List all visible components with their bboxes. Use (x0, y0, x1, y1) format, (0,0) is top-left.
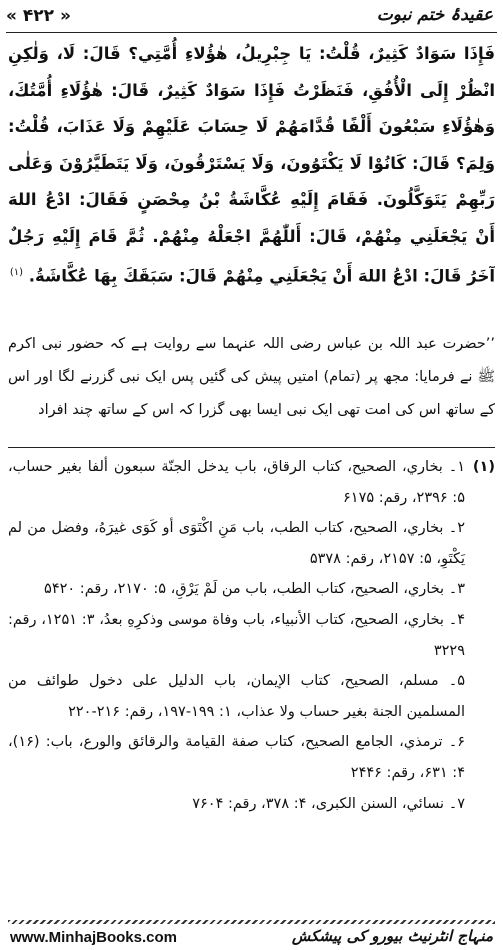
footnote-text: ۵۔ مسلم، الصحيح، كتاب الإيمان، باب الدليل على دخول طوائف من المسلمين الجنة بغير حساب ولا عذاب، ۱: ۱۹۹-۱۹۷، رقم: ۲۱۶-۲۲۰ (8, 673, 465, 720)
footer-ornament-border (8, 920, 495, 924)
footnotes-section (8, 452, 495, 917)
footnote-number (465, 727, 495, 788)
header-divider (6, 32, 497, 33)
footnote-number (465, 574, 495, 605)
page-number: « ۴۲۲ » (6, 6, 71, 26)
running-title: عقیدۂ ختم نبوت (376, 5, 493, 25)
footnote-text: ۷۔ نسائي، السنن الكبرى، ۴: ۳۷۸، رقم: ۷۶۰۴ (192, 795, 465, 812)
footnote-entry (8, 574, 495, 605)
footnote-number (465, 605, 495, 666)
footnote-text: ۳۔ بخاري، الصحيح، كتاب الطب، باب من لَمْ يَرْقِ، ۵: ۲۱۷۰، رقم: ۵۴۲۰ (44, 581, 465, 598)
footnote-entry (8, 605, 495, 666)
arabic-hadith-body: فَإِذَا سَوَادٌ كَثِيرٌ، قُلْتُ: يَا جِبْرِيلُ، هٰؤُلاءِ أُمَّتِي؟ قَالَ: لَا، وَلٰكِنِ انْظُرْ إِلَى الْأُفُقِ، فَنَظَرْتُ فَإِذَا سَوَادٌ كَثِيرٌ، قَالَ: هٰؤُلَاءِ أُمَّتُكَ، وَهٰؤُلَاءِ سَبْعُونَ أَلْفًا قُدَّامَهُمْ لَا حِسَابَ عَلَيْهِمْ وَلَا عَذَابَ، قُلْتُ: وَلِمَ؟ قَالَ: كَانُوْا لَا يَكْتَوُونَ، وَلَا يَسْتَرْقُونَ، وَلَا يَتَطَيَّرُوْنَ وَعَلٰى رَبِّهِمْ يَتَوَكَّلُونَ. فَقَامَ إِلَيْهِ عُكَّاشَةُ بْنُ مِحْصَنٍ فَقَالَ: ادْعُ اللهَ أَنْ يَجْعَلَنِي مِنْهُمْ، قَالَ: أَللّٰهُمَّ اجْعَلْهُ مِنْهُمْ. ثُمَّ قَامَ إِلَيْهِ رَجُلٌ آخَرُ قَالَ: ادْعُ اللهَ أَنْ يَجْعَلَنِي مِنْهُمْ قَالَ: سَبَقَكَ بِهَا عُكَّاشَةُ. (8, 44, 495, 286)
footnote-entry (8, 789, 495, 820)
footnote-number (465, 666, 495, 727)
publisher-credit: منہاج انٹرنیٹ بیورو کی پیشکش (291, 927, 493, 945)
urdu-translation: ’’حضرت عبد اللہ بن عباس رضی اللہ عنہما سے روایت ہے کہ حضور نبی اکرم ﷺ نے فرمایا: مجھ پر (تمام) امتیں پیش کی گئیں پس ایک نبی گزرنے لگا اور اس کے ساتھ اس کی امت تھی ایک نبی ایسا بھی گزرا کہ اس کے ساتھ چند افراد (8, 336, 495, 418)
footnote-number (465, 789, 495, 820)
footnote-text: ۱۔ بخاري، الصحيح، كتاب الرقاق، باب يدخل الجنّة سبعون ألفا بغير حساب، ۵: ۲۳۹۶، رقم: ۶۱۷۵ (8, 459, 465, 506)
page-footer (8, 926, 495, 950)
footnote-entry (8, 452, 495, 513)
footnote-marker: (۱) (9, 267, 24, 278)
footnote-text: ۴۔ بخاري، الصحيح، كتاب الأنبياء، باب وفاة موسى وذكرِهِ بعدُ، ۳: ۱۲۵۱، رقم: ۳۲۲۹ (8, 611, 465, 659)
footnote-text: ۲۔ بخاري، الصحيح، كتاب الطب، باب مَنِ اكْتَوَى أو كَوَى غيرَهُ، وفضل من لم يَكْتَوِ، ۵: ۲۱۵۷، رقم: ۵۳۷۸ (8, 520, 465, 567)
footnote-number: (۱) (472, 459, 495, 475)
footnote-text: ۶۔ ترمذي، الجامع الصحيح، كتاب صفة القيامة والرقائق والورع، باب: (۱۶)، ۴: ۶۳۱، رقم: ۲۴۴۶ (8, 734, 465, 781)
page-header (6, 2, 497, 32)
website-link[interactable]: www.MinhajBooks.com (10, 929, 177, 946)
arabic-hadith-text (8, 36, 495, 318)
footnote-entry (8, 727, 495, 788)
footnote-entry (8, 513, 495, 574)
footnote-number (465, 513, 495, 574)
footnote-divider (8, 447, 495, 448)
footnote-entry (8, 666, 495, 727)
